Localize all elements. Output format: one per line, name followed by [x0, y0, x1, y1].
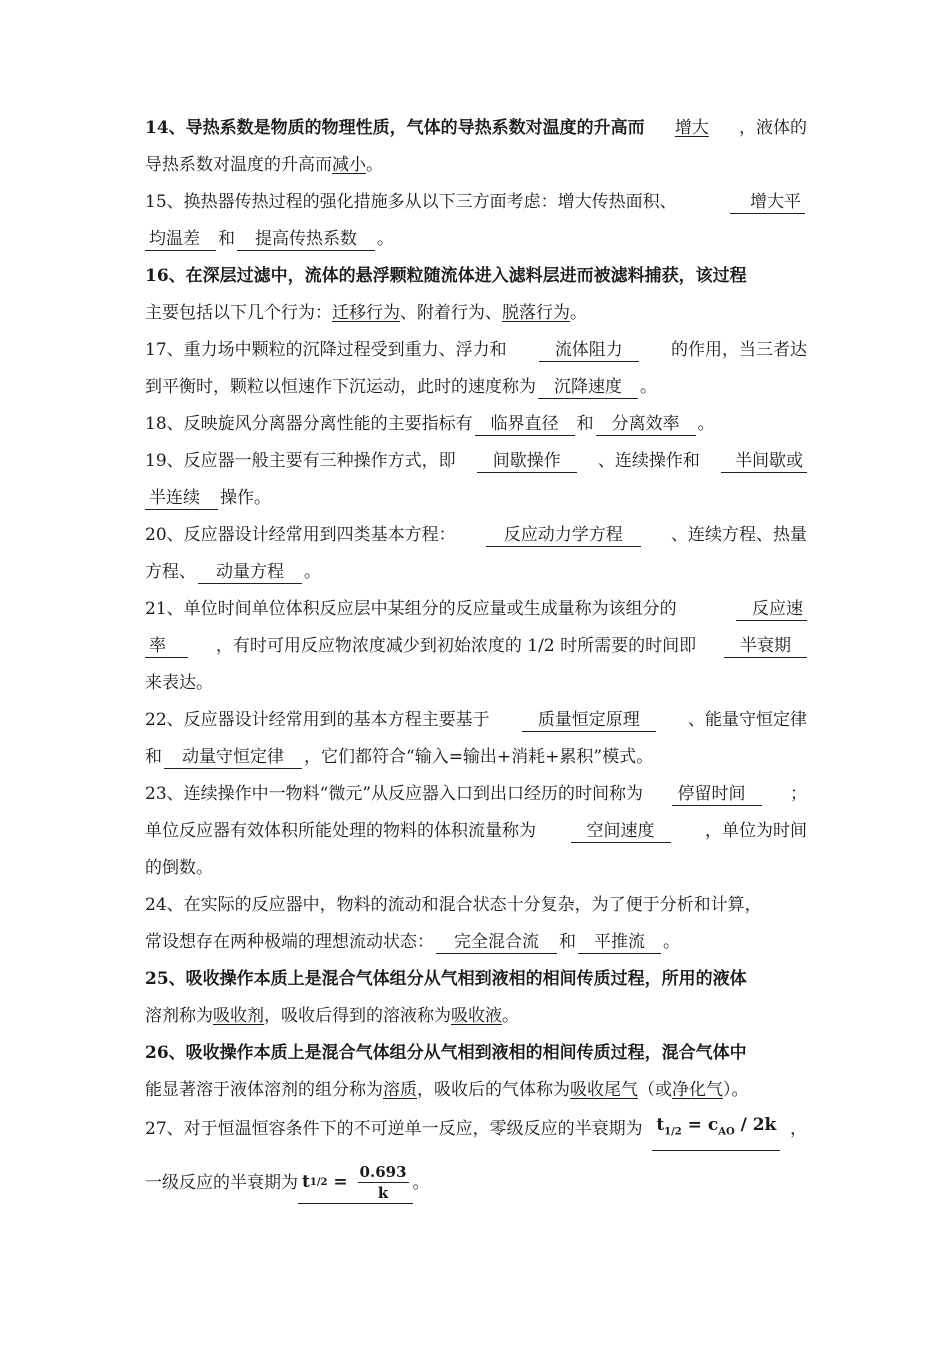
- q24-mid: 和: [559, 932, 576, 952]
- q22-text-2: 和: [145, 747, 162, 767]
- q15-answer-2: 提高传热系数: [237, 228, 375, 251]
- q20-answer-1: 反应动力学方程: [486, 524, 641, 547]
- q20-text: 20、反应器设计经常用到四类基本方程：: [145, 525, 456, 545]
- q25-text-2: 溶剂称为: [145, 1006, 213, 1026]
- q20-end: 。: [304, 562, 321, 582]
- q26-answer-3: 净化气: [672, 1080, 723, 1100]
- q18-text: 18、反映旋风分离器分离性能的主要指标有: [145, 414, 473, 434]
- q27-f1-sub: 1/2: [664, 1126, 682, 1138]
- q25-text: 25、吸收操作本质上是混合气体组分从气相到液相的相间传质过程，所用的液体: [145, 969, 747, 989]
- q27-line1: [145, 1109, 807, 1149]
- q19-text: 19、反应器一般主要有三种操作方式，即: [145, 451, 456, 471]
- q27-formula-zero-order: [652, 1107, 780, 1151]
- q21-mid: ，有时可用反应物浓度减少到初始浓度的 1/2 时所需要的时间即: [215, 636, 697, 656]
- q17-end: 。: [640, 377, 657, 397]
- q24-line2: [145, 924, 807, 961]
- q22-end: ，它们都符合“输入=输出+消耗+累积”模式。: [304, 747, 654, 767]
- q19-end: 操作。: [220, 488, 271, 508]
- q27-frac-numerator: 0.693: [359, 1163, 407, 1181]
- q19-line1: [145, 443, 807, 480]
- q25-line2: [145, 998, 807, 1035]
- q18-answer-2: 分离效率: [596, 413, 696, 436]
- q24-end: 。: [663, 932, 680, 952]
- q24-answer-1: 完全混合流: [436, 931, 557, 954]
- q23-text-tail-2: ，单位为时间: [705, 821, 807, 841]
- q23-text-2: 单位反应器有效体积所能处理的物料的体积流量称为: [145, 821, 536, 841]
- q25-end: 。: [502, 1006, 519, 1026]
- q23-line2: [145, 813, 807, 850]
- q16-text-2: 主要包括以下几个行为：: [145, 303, 332, 323]
- q15-line2: [145, 221, 807, 258]
- q27-line2: [145, 1149, 807, 1217]
- q27-f2-sub: 1/2: [309, 1177, 328, 1188]
- q22-line2: [145, 739, 807, 776]
- q25-line1: [145, 961, 807, 998]
- q20-text-tail: 、连续方程、热量: [670, 525, 807, 545]
- q17-answer-2: 沉降速度: [538, 376, 638, 399]
- q14-text: 14、导热系数是物质的物理性质，气体的导热系数对温度的升高而: [145, 118, 645, 138]
- q17-text-2: 到平衡时，颗粒以恒速作下沉运动，此时的速度称为: [145, 377, 536, 397]
- q16-line1: [145, 258, 807, 295]
- q18-end: 。: [697, 414, 715, 434]
- q20-answer-2: 动量方程: [198, 561, 302, 584]
- q27-f2-t: t: [302, 1172, 310, 1192]
- q23-line1: [145, 776, 807, 813]
- q23-answer-2: 空间速度: [571, 820, 671, 843]
- q19-line2: [145, 480, 807, 517]
- q21-answer-2: 半衰期: [724, 635, 807, 658]
- q14-answer-1: 增大: [674, 118, 709, 138]
- q16-text: 16、在深层过滤中，流体的悬浮颗粒随流体进入滤料层进而被滤料捕获，该过程: [145, 266, 747, 286]
- q20-line2: [145, 554, 807, 591]
- q19-answer-2: 半间歇或: [721, 450, 807, 473]
- q23-line3: [145, 850, 807, 887]
- q15-answer-1b: 均温差: [145, 228, 216, 251]
- q27-f2-eq: =: [327, 1172, 354, 1192]
- q14-line2: [145, 147, 807, 184]
- q15-end: 。: [377, 229, 394, 249]
- q23-text: 23、连续操作中一物料“微元”从反应器入口到出口经历的时间称为: [145, 784, 644, 804]
- q16-mid: 、附着行为、: [400, 303, 502, 323]
- q26-answer-1: 溶质: [383, 1080, 417, 1100]
- q14-line1: [145, 110, 807, 147]
- q24-text: 24、在实际的反应器中，物料的流动和混合状态十分复杂，为了便于分析和计算，: [145, 895, 762, 915]
- q27-formula-first-order: [298, 1162, 413, 1204]
- q27-f1-eq: = c: [681, 1114, 719, 1135]
- q22-text: 22、反应器设计经常用到的基本方程主要基于: [145, 710, 490, 730]
- q17-text: 17、重力场中颗粒的沉降过程受到重力、浮力和: [145, 340, 507, 360]
- q25-answer-2: 吸收液: [451, 1006, 502, 1026]
- q22-line1: [145, 702, 807, 739]
- q27-end: 。: [412, 1172, 430, 1193]
- q15-text: 15、换热器传热过程的强化措施多从以下三方面考虑：增大传热面积、: [145, 192, 677, 212]
- q27-text-2: 一级反应的半衰期为: [145, 1172, 298, 1193]
- q25-answer-1: 吸收剂: [213, 1006, 264, 1026]
- q21-line2: [145, 628, 807, 665]
- q23-text-tail: ；: [789, 784, 807, 804]
- q16-answer-1: 迁移行为: [332, 303, 400, 323]
- q22-text-tail: 、能量守恒定律: [687, 710, 807, 730]
- q17-line1: [145, 332, 807, 369]
- q18-mid: 和: [576, 414, 594, 434]
- q21-answer-1b: 率: [145, 635, 188, 658]
- q26-mid: ，吸收后的气体称为: [417, 1080, 570, 1100]
- q24-text-2: 常设想存在两种极端的理想流动状态：: [145, 932, 434, 952]
- q15-mid: 和: [218, 229, 235, 249]
- q27-fraction: [358, 1162, 409, 1203]
- q21-answer-1: 反应速: [736, 598, 807, 621]
- q24-line1: [145, 887, 807, 924]
- q27-f1-t: t: [656, 1114, 665, 1135]
- q27-text-tail: ，: [790, 1118, 807, 1139]
- q26-line2: [145, 1072, 807, 1109]
- q26-line1: [145, 1035, 807, 1072]
- q14-text-2: 导热系数对温度的升高而: [145, 155, 332, 175]
- q23-end: 的倒数。: [145, 858, 213, 878]
- q27-f1-sub2: AO: [718, 1126, 735, 1138]
- q20-text-2: 方程、: [145, 562, 196, 582]
- q15-answer-1: 增大平: [730, 191, 805, 214]
- q22-answer-1: 质量恒定原理: [522, 709, 656, 732]
- q19-answer-1: 间歇操作: [477, 450, 577, 473]
- q24-answer-2: 平推流: [578, 931, 661, 954]
- q26-mid-2: （或: [638, 1080, 672, 1100]
- q27-f1-tail: / 2k: [734, 1114, 777, 1135]
- q14-end: 。: [366, 155, 383, 175]
- q16-end: 。: [570, 303, 587, 323]
- q22-answer-2: 动量守恒定律: [164, 746, 302, 769]
- q27-frac-denominator: k: [377, 1184, 389, 1202]
- q19-mid: 、连续操作和: [597, 451, 700, 471]
- q16-answer-2: 脱落行为: [502, 303, 570, 323]
- question-list: [145, 110, 807, 1217]
- q23-answer-1: 停留时间: [672, 783, 762, 806]
- q14-answer-2: 减小: [332, 155, 366, 175]
- q18-answer-1: 临界直径: [475, 413, 575, 436]
- q26-end: ）。: [723, 1080, 749, 1100]
- q26-text: 26、吸收操作本质上是混合气体组分从气相到液相的相间传质过程，混合气体中: [145, 1043, 747, 1063]
- q14-text-tail: ，液体的: [739, 118, 807, 138]
- q18-line1: [145, 406, 807, 443]
- q15-line1: [145, 184, 807, 221]
- q17-line2: [145, 369, 807, 406]
- q21-line1: [145, 591, 807, 628]
- q26-text-2: 能显著溶于液体溶剂的组分称为: [145, 1080, 383, 1100]
- q17-text-tail: 的作用，当三者达: [670, 340, 807, 360]
- q16-line2: [145, 295, 807, 332]
- q21-text: 21、单位时间单位体积反应层中某组分的反应量或生成量称为该组分的: [145, 599, 677, 619]
- q19-answer-2b: 半连续: [145, 487, 218, 510]
- q25-mid: ，吸收后得到的溶液称为: [264, 1006, 451, 1026]
- q20-line1: [145, 517, 807, 554]
- q21-line3: [145, 665, 807, 702]
- q17-answer-1: 流体阻力: [539, 339, 639, 362]
- q21-end: 来表达。: [145, 673, 213, 693]
- q27-text: 27、对于恒温恒容条件下的不可逆单一反应，零级反应的半衰期为: [145, 1118, 643, 1139]
- q26-answer-2: 吸收尾气: [570, 1080, 638, 1100]
